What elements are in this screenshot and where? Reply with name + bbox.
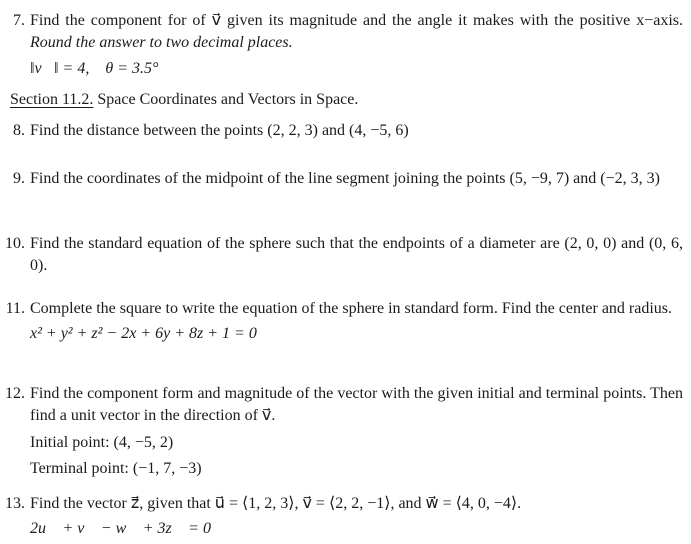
section-title: Space Coordinates and Vectors in Space. bbox=[97, 91, 359, 108]
problem-13-body bbox=[30, 493, 683, 540]
problem-8-body bbox=[30, 120, 683, 142]
section-heading bbox=[10, 89, 683, 111]
problem-11-number: 11. bbox=[5, 300, 25, 317]
problem-12-number: 12. bbox=[5, 385, 25, 402]
problem-11-equation: x² + y² + z² − 2x + 6y + 8z + 1 = 0 bbox=[30, 325, 257, 342]
problem-7-body bbox=[30, 10, 683, 80]
problem-10-text: Find the standard equation of the sphere such that the endpoints of a diameter are (2, 0, 0) and (0, 6, 0). bbox=[30, 235, 683, 274]
problem-13-equation: 2u⃗ + v⃗ − w⃗ + 3z⃗ = 0 bbox=[30, 520, 211, 537]
problem-7-number: 7. bbox=[13, 12, 25, 29]
problem-12 bbox=[0, 383, 683, 480]
problem-11-body bbox=[30, 298, 683, 345]
problem-9-body bbox=[30, 168, 683, 190]
problem-12-terminal-point: Terminal point: (−1, 7, −3) bbox=[30, 460, 202, 477]
section-label: Section 11.2. bbox=[10, 91, 94, 108]
problem-7-instruction-italic: Round the answer to two decimal places. bbox=[30, 34, 293, 51]
problem-9-text: Find the coordinates of the midpoint of the line segment joining the points (5, −9, 7) and (−2, 3, 3) bbox=[30, 170, 660, 187]
problem-10 bbox=[0, 233, 683, 277]
problem-11 bbox=[0, 298, 683, 345]
problem-13-number: 13. bbox=[5, 495, 25, 512]
problem-11-text: Complete the square to write the equation of the sphere in standard form. Find the center and radius. bbox=[30, 300, 673, 317]
problem-8-number: 8. bbox=[13, 122, 25, 139]
problem-12-initial-point: Initial point: (4, −5, 2) bbox=[30, 434, 174, 451]
problem-9-number: 9. bbox=[13, 170, 25, 187]
problem-8-text: Find the distance between the points (2, 2, 3) and (4, −5, 6) bbox=[30, 122, 409, 139]
problem-10-number: 10. bbox=[5, 235, 25, 252]
problem-10-body bbox=[30, 233, 683, 277]
problem-7 bbox=[0, 10, 683, 80]
problem-13 bbox=[0, 493, 683, 540]
problem-12-body bbox=[30, 383, 683, 480]
problem-9 bbox=[0, 168, 683, 190]
problem-12-text: Find the component form and magnitude of the vector with the given initial and terminal points. Then find a unit vector in the direction of v⃗. bbox=[30, 385, 683, 424]
problem-8 bbox=[0, 120, 683, 142]
problem-13-text: Find the vector z⃗, given that u⃗ = ⟨1, 2, 3⟩, v⃗ = ⟨2, 2, −1⟩, and w⃗ = ⟨4, 0, −4⟩. bbox=[30, 495, 522, 512]
problem-7-equation: ‖v⃗‖ = 4, θ = 3.5° bbox=[30, 60, 159, 77]
problem-7-text: Find the component for of v⃗ given its magnitude and the angle it makes with the positive x−axis. bbox=[30, 12, 683, 29]
